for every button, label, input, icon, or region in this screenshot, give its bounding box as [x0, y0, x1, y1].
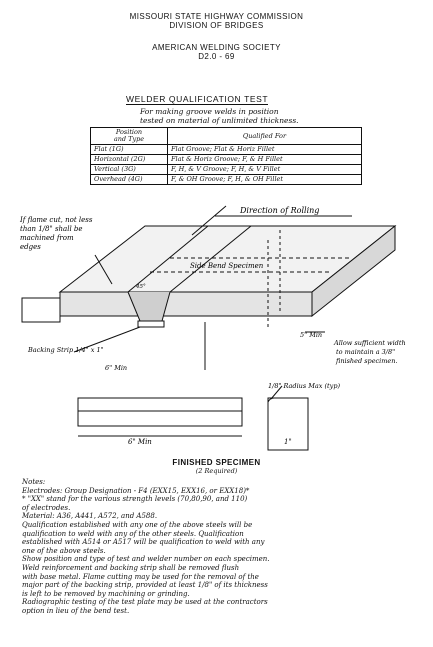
side-bend-specimen-label: Side Bend Specimen — [190, 262, 264, 270]
direction-of-rolling: Direction of Rolling — [240, 206, 320, 215]
notes-line: Qualification established with any one of the above steels will be — [22, 520, 253, 529]
table-cell-qualified: Flat Groove; Flat & Horiz Fillet — [168, 145, 362, 155]
header-line-4: D2.0 - 69 — [198, 52, 235, 61]
test-plate-drawing — [0, 200, 433, 370]
table-header-position — [91, 128, 168, 145]
notes-line: one of the above steels. — [22, 546, 106, 555]
table-row — [91, 175, 362, 185]
table-cell-position: Overhead (4G) — [91, 175, 168, 185]
table-cell-qualified: F, & OH Groove; F, H, & OH Fillet — [168, 175, 362, 185]
notes-line: is left to be removed by machining or grinding. — [22, 589, 190, 598]
table-header-position-line-1: Position — [115, 128, 143, 136]
subtitle-line-1: For making groove welds in position — [140, 107, 279, 116]
notes-line: established with A514 or A517 will be qualification to weld with any — [22, 538, 265, 547]
header-line-2: DIVISION OF BRIDGES — [169, 21, 264, 30]
five-min-label: 5" Min — [300, 331, 323, 339]
table-header-position-line-2: and Type — [113, 135, 145, 143]
backing-strip-label: Backing Strip 1/4" x 1" — [28, 346, 104, 354]
notes-line: qualification to weld with any of the other steels. Qualification — [22, 529, 244, 538]
flame-cut-note-1: If flame cut, not less — [20, 216, 93, 224]
angle-label: 45° — [136, 284, 146, 290]
table-cell-position: Flat (1G) — [91, 145, 168, 155]
table-header-row — [91, 128, 362, 145]
specimen-one-inch-label: 1" — [284, 438, 292, 446]
notes-line: * "XX" stand for the various strength levels (70,80,90, and 110) — [22, 495, 248, 504]
radius-label: 1/8" Radius Max (typ) — [268, 382, 341, 390]
notes-line: Show position and type of test and welder number on each specimen. — [22, 555, 270, 564]
finished-specimen-drawing — [0, 380, 433, 452]
qualification-table — [90, 127, 362, 185]
notes-line: option in lieu of the bend test. — [22, 606, 130, 615]
table-cell-position: Horizontal (2G) — [91, 155, 168, 165]
notes-section — [22, 478, 422, 616]
notes-line: with base metal. Flame cutting may be used for the removal of the — [22, 572, 259, 581]
table-cell-position: Vertical (3G) — [91, 165, 168, 175]
flame-cut-note-2: than 1/8" shall be — [20, 225, 83, 233]
table-cell-qualified: F, H, & V Groove; F, H, & V Fillet — [168, 165, 362, 175]
allow-width-note-2: to maintain a 3/8" — [336, 348, 396, 356]
table-row — [91, 155, 362, 165]
flame-cut-note-3: machined from — [20, 234, 74, 242]
six-min-label: 6" Min — [105, 364, 128, 370]
notes-heading: Notes: — [22, 478, 46, 486]
finished-specimen-title: FINISHED SPECIMEN — [172, 458, 261, 467]
table-cell-qualified: Flat & Horiz Groove; F, & H Fillet — [168, 155, 362, 165]
table-header-qualified: Qualified For — [168, 128, 362, 145]
table-row — [91, 165, 362, 175]
flame-cut-note-4: edges — [20, 243, 41, 251]
notes-line: Electrodes: Group Designation - F4 (EXX15, EXX16, or EXX18)* — [22, 486, 250, 495]
header-line-1: MISSOURI STATE HIGHWAY COMMISSION — [129, 12, 304, 21]
notes-line: Material: A36, A441, A572, and A588. — [22, 512, 158, 521]
notes-line: major part of the backing strip, provided at least 1/8" of its thickness — [22, 581, 268, 590]
table-row — [91, 145, 362, 155]
notes-line: Weld reinforcement and backing strip shall be removed flush — [22, 563, 240, 572]
header-line-3: AMERICAN WELDING SOCIETY — [152, 43, 281, 52]
specimen-outline — [78, 386, 308, 450]
subtitle-line-2: tested on material of unlimited thickness. — [140, 116, 299, 125]
allow-width-note-3: finished specimen. — [336, 357, 398, 365]
notes-line: of electrodes. — [22, 503, 71, 512]
allow-width-note-1: Allow sufficient width — [334, 339, 406, 347]
page-title: WELDER QUALIFICATION TEST — [126, 94, 269, 104]
finished-specimen-required: (2 Required) — [195, 467, 238, 475]
specimen-six-min-label: 6" Min — [128, 438, 152, 446]
notes-line: Radiographic testing of the test plate may be used at the contractors — [22, 598, 268, 607]
